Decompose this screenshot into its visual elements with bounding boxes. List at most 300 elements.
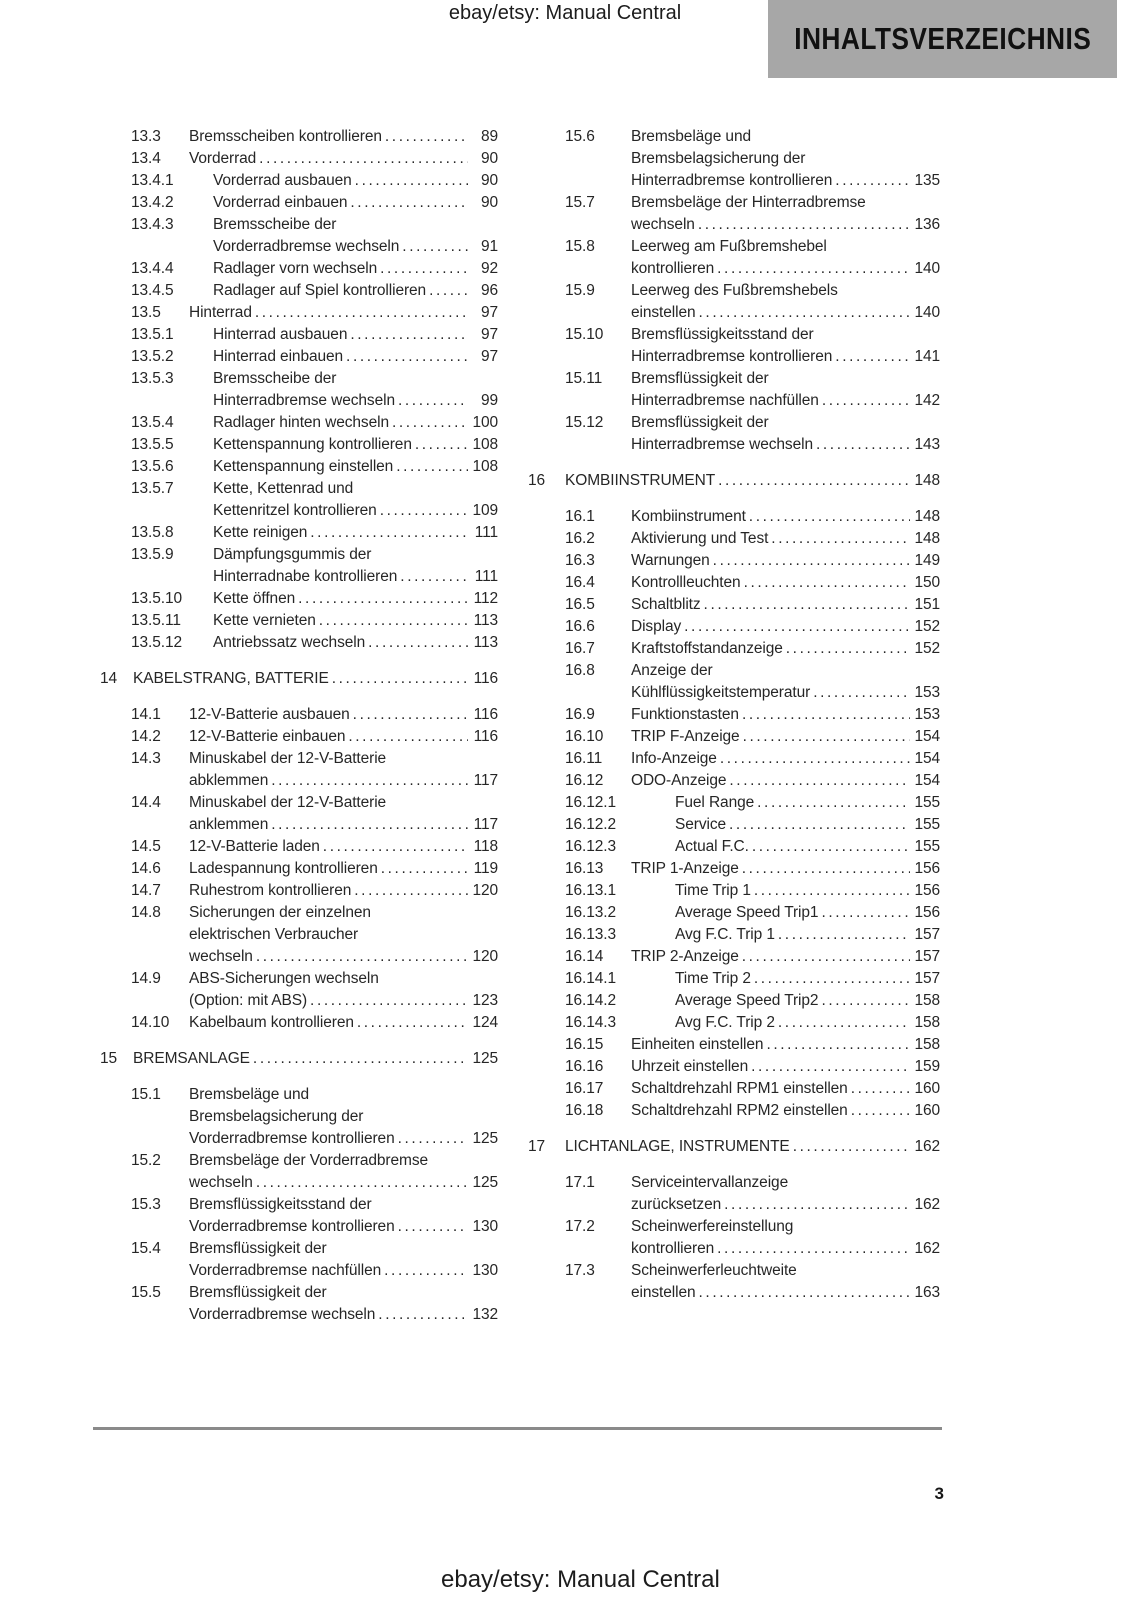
toc-leader-dots — [821, 990, 910, 1012]
toc-entry — [100, 258, 498, 280]
toc-entry — [100, 126, 498, 148]
toc-entry-page: 159 — [914, 1058, 940, 1075]
toc-entry-page: 141 — [914, 348, 940, 365]
toc-entry — [528, 528, 940, 550]
toc-entry-page: 160 — [914, 1102, 940, 1119]
toc-entry-number: 15.2 — [131, 1152, 161, 1169]
toc-entry-lastline — [631, 550, 940, 572]
toc-entry-title: wechseln — [189, 1174, 253, 1191]
toc-entry-body — [213, 610, 498, 632]
toc-leader-dots — [310, 522, 468, 544]
toc-entry-title: Vorderradbremse wechseln — [213, 238, 400, 255]
toc-entry-number: 15.10 — [565, 326, 604, 343]
toc-entry — [100, 368, 498, 412]
toc-leader-dots — [713, 550, 910, 572]
toc-entry-lastline — [631, 506, 940, 528]
toc-entry-lastline — [189, 1260, 498, 1282]
toc-entry-body — [631, 1056, 940, 1078]
toc-entry-number: 13.5.5 — [131, 436, 174, 453]
toc-entry-title: Average Speed Trip2 — [675, 992, 819, 1009]
toc-entry-body — [213, 258, 498, 280]
toc-entry-body — [189, 1194, 498, 1238]
toc-entry — [528, 368, 940, 412]
toc-entry-title: Schaltdrehzahl RPM2 einstellen — [631, 1102, 848, 1119]
toc-entry-page: 113 — [473, 634, 498, 651]
toc-leader-dots — [771, 528, 910, 550]
toc-entry-page: 163 — [914, 1284, 940, 1301]
toc-entry-lastline — [565, 470, 940, 492]
toc-entry-lastline — [675, 990, 940, 1012]
toc-entry-title: Time Trip 1 — [675, 882, 751, 899]
toc-entry-number: 13.4 — [131, 150, 161, 167]
toc-leader-dots — [323, 836, 468, 858]
toc-entry-page: 130 — [472, 1262, 498, 1279]
toc-entry — [528, 946, 940, 968]
toc-entry-body — [675, 814, 940, 836]
toc-entry — [100, 280, 498, 302]
toc-entry-number: 15.6 — [565, 128, 595, 145]
toc-leader-dots — [354, 880, 468, 902]
toc-entry-title-line: Sicherungen der einzelnen — [189, 904, 371, 921]
toc-entry-body — [213, 588, 498, 610]
toc-entry-title: einstellen — [631, 1284, 696, 1301]
toc-entry-lastline — [189, 858, 498, 880]
toc-entry-number: 13.5.10 — [131, 590, 183, 607]
toc-entry-body — [213, 434, 498, 456]
toc-entry-lastline — [631, 770, 940, 792]
toc-entry-body — [213, 170, 498, 192]
toc-entry-number: 15.12 — [565, 414, 604, 431]
toc-entry-title-line: Bremsflüssigkeit der — [189, 1284, 327, 1301]
toc-entry — [528, 506, 940, 528]
toc-entry-title: Ruhestrom kontrollieren — [189, 882, 352, 899]
toc-entry — [528, 594, 940, 616]
toc-entry-lastline — [675, 924, 940, 946]
toc-entry-title-line: Bremsbeläge und — [189, 1086, 309, 1103]
toc-entry-title: Hinterrad ausbauen — [213, 326, 348, 343]
toc-leader-dots — [752, 836, 910, 858]
toc-entry — [100, 1150, 498, 1194]
toc-entry-lastline — [213, 412, 498, 434]
toc-entry-lastline — [631, 704, 940, 726]
toc-entry-body — [631, 1100, 940, 1122]
toc-entry-page: 143 — [914, 436, 940, 453]
toc-entry-page: 90 — [480, 172, 498, 189]
toc-entry-page: 155 — [914, 816, 940, 833]
toc-entry-page: 158 — [914, 1014, 940, 1031]
toc-entry-page: 158 — [914, 1036, 940, 1053]
toc-entry — [100, 456, 498, 478]
toc-entry-title: Service — [675, 816, 726, 833]
toc-entry-body — [213, 324, 498, 346]
toc-entry-title: TRIP F-Anzeige — [631, 728, 740, 745]
toc-entry-number: 16.17 — [565, 1080, 604, 1097]
toc-entry-title: Kettenspannung kontrollieren — [213, 436, 412, 453]
toc-entry — [528, 770, 940, 792]
toc-entry-lastline — [675, 792, 940, 814]
toc-leader-dots — [253, 1048, 468, 1070]
toc-entry-body — [189, 1238, 498, 1282]
toc-entry-lastline — [675, 902, 940, 924]
toc-leader-dots — [851, 1100, 910, 1122]
toc-entry-page: 148 — [914, 508, 940, 525]
toc-entry-page: 97 — [480, 304, 498, 321]
toc-entry-title-line: Bremsflüssigkeitsstand der — [189, 1196, 372, 1213]
toc-entry-title-line: Bremsflüssigkeit der — [631, 414, 769, 431]
toc-entry-lastline — [189, 1216, 498, 1238]
toc-entry-body — [675, 968, 940, 990]
toc-entry-number: 13.5 — [131, 304, 161, 321]
toc-entry — [100, 170, 498, 192]
toc-entry-lastline — [189, 990, 498, 1012]
toc-entry-title: TRIP 2-Anzeige — [631, 948, 739, 965]
toc-leader-dots — [699, 302, 911, 324]
toc-entry-lastline — [631, 1238, 940, 1260]
toc-entry-lastline — [189, 1304, 498, 1326]
toc-leader-dots — [729, 770, 910, 792]
toc-entry-number: 13.5.8 — [131, 524, 174, 541]
toc-entry-body — [189, 126, 498, 148]
toc-entry-number: 16.14.2 — [565, 992, 617, 1009]
toc-entry-body — [213, 478, 498, 522]
toc-entry-title: Kettenritzel kontrollieren — [213, 502, 377, 519]
toc-entry-body — [213, 346, 498, 368]
toc-entry-lastline — [631, 214, 940, 236]
toc-entry-lastline — [631, 1194, 940, 1216]
toc-leader-dots — [742, 704, 910, 726]
contents-banner — [768, 0, 1117, 78]
toc-entry-lastline — [631, 594, 940, 616]
toc-entry-title: Kabelbaum kontrollieren — [189, 1014, 354, 1031]
toc-entry — [528, 236, 940, 280]
toc-entry-body — [631, 126, 940, 192]
toc-entry — [100, 668, 498, 690]
toc-leader-dots — [822, 390, 910, 412]
toc-leader-dots — [835, 170, 910, 192]
toc-entry-number: 16.12.1 — [565, 794, 617, 811]
toc-entry-title: Antriebssatz wechseln — [213, 634, 366, 651]
toc-entry-lastline — [675, 836, 940, 858]
toc-entry-lastline — [675, 880, 940, 902]
toc-entry — [528, 924, 940, 946]
toc-entry-lastline — [631, 572, 940, 594]
toc-entry-title: Kühlflüssigkeitstemperatur — [631, 684, 811, 701]
toc-entry-body — [631, 1260, 940, 1304]
toc-entry-body — [213, 522, 498, 544]
toc-entry-title: Schaltblitz — [631, 596, 701, 613]
toc-entry-number: 15.11 — [565, 370, 603, 387]
toc-entry-body — [675, 1012, 940, 1034]
toc-entry-body — [213, 544, 498, 588]
toc-entry-number: 16.9 — [565, 706, 595, 723]
toc-entry-title: KOMBIINSTRUMENT — [565, 472, 716, 489]
toc-entry-title: LICHTANLAGE, INSTRUMENTE — [565, 1138, 790, 1155]
toc-entry-lastline — [189, 770, 498, 792]
toc-leader-dots — [724, 1194, 910, 1216]
toc-entry — [528, 1034, 940, 1056]
toc-entry-title: Kette vernieten — [213, 612, 316, 629]
toc-leader-dots — [385, 126, 468, 148]
toc-entry-body — [675, 792, 940, 814]
toc-entry — [528, 1216, 940, 1260]
toc-entry-number: 14.2 — [131, 728, 161, 745]
toc-entry-number: 16.13.3 — [565, 926, 617, 943]
toc-entry-title: Radlager vorn wechseln — [213, 260, 378, 277]
toc-entry — [100, 632, 498, 654]
toc-entry-page: 158 — [914, 992, 940, 1009]
toc-entry — [100, 214, 498, 258]
toc-entry-number: 16.11 — [565, 750, 603, 767]
toc-entry-page: 130 — [472, 1218, 498, 1235]
toc-entry-title: 12-V-Batterie ausbauen — [189, 706, 350, 723]
toc-entry-number: 14.10 — [131, 1014, 170, 1031]
toc-entry — [528, 814, 940, 836]
toc-entry-lastline — [213, 500, 498, 522]
toc-entry-lastline — [189, 704, 498, 726]
toc-entry-number: 13.4.1 — [131, 172, 174, 189]
toc-entry-number: 14.6 — [131, 860, 161, 877]
toc-entry-page: 109 — [472, 502, 498, 519]
toc-entry-body — [631, 1078, 940, 1100]
toc-column-right — [528, 126, 940, 1304]
toc-entry-page: 108 — [472, 458, 498, 475]
toc-entry-title: kontrollieren — [631, 1240, 715, 1257]
toc-leader-dots — [816, 434, 910, 456]
toc-entry-title: 12-V-Batterie einbauen — [189, 728, 346, 745]
toc-entry — [528, 858, 940, 880]
toc-entry — [528, 1100, 940, 1122]
toc-entry-number: 14.9 — [131, 970, 161, 987]
toc-entry-lastline — [631, 258, 940, 280]
toc-entry — [100, 726, 498, 748]
toc-entry — [100, 1238, 498, 1282]
contents-banner-title: INHALTSVERZEICHNIS — [793, 21, 1092, 56]
toc-entry-page: 162 — [914, 1240, 940, 1257]
toc-entry-lastline — [133, 668, 498, 690]
toc-entry — [528, 660, 940, 704]
toc-entry — [528, 1172, 940, 1216]
toc-entry — [100, 858, 498, 880]
toc-entry-page: 157 — [914, 948, 940, 965]
toc-leader-dots — [813, 682, 910, 704]
toc-entry-page: 156 — [914, 882, 940, 899]
toc-entry-lastline — [213, 258, 498, 280]
toc-entry — [528, 412, 940, 456]
toc-entry-body — [189, 792, 498, 836]
toc-entry-title-line: Bremsscheibe der — [213, 216, 337, 233]
toc-leader-dots — [256, 946, 468, 968]
toc-entry-body — [631, 594, 940, 616]
toc-entry-body — [133, 668, 498, 690]
toc-entry-lastline — [631, 858, 940, 880]
toc-entry-body — [631, 638, 940, 660]
toc-entry-number: 13.5.4 — [131, 414, 174, 431]
toc-leader-dots — [353, 704, 468, 726]
toc-entry-body — [189, 880, 498, 902]
toc-leader-dots — [742, 946, 910, 968]
toc-entry-title: wechseln — [189, 948, 253, 965]
toc-entry-lastline — [631, 390, 940, 412]
toc-entry-lastline — [213, 192, 498, 214]
toc-leader-dots — [332, 668, 468, 690]
toc-entry — [528, 1056, 940, 1078]
toc-entry-body — [189, 836, 498, 858]
toc-entry-title: Actual F.C. — [675, 838, 749, 855]
toc-entry-page: 90 — [480, 194, 498, 211]
toc-entry — [100, 1084, 498, 1150]
toc-entry-title: einstellen — [631, 304, 696, 321]
toc-entry-title-line: ABS-Sicherungen wechseln — [189, 970, 379, 987]
toc-entry-title: Vorderrad — [189, 150, 257, 167]
toc-entry-title: Kette öffnen — [213, 590, 296, 607]
toc-entry-page: 162 — [914, 1196, 940, 1213]
toc-entry-title-line: Bremsbelagsicherung der — [189, 1108, 364, 1125]
toc-entry-number: 16.14.3 — [565, 1014, 617, 1031]
toc-entry-page: 140 — [914, 304, 940, 321]
toc-entry-lastline — [189, 126, 498, 148]
toc-entry-page: 124 — [472, 1014, 498, 1031]
toc-entry-title: 12-V-Batterie laden — [189, 838, 320, 855]
toc-entry-body — [631, 550, 940, 572]
toc-entry-lastline — [631, 1056, 940, 1078]
toc-entry-number: 16.13.1 — [565, 882, 617, 899]
toc-entry-number: 16.2 — [565, 530, 595, 547]
toc-leader-dots — [398, 1216, 468, 1238]
toc-entry-number: 15.3 — [131, 1196, 161, 1213]
toc-entry — [528, 638, 940, 660]
toc-entry — [528, 990, 940, 1012]
toc-entry — [100, 324, 498, 346]
toc-leader-dots — [310, 990, 468, 1012]
toc-entry-number: 16.18 — [565, 1102, 604, 1119]
toc-leader-dots — [835, 346, 910, 368]
toc-leader-dots — [398, 1128, 468, 1150]
toc-entry-page: 96 — [480, 282, 498, 299]
toc-entry-lastline — [675, 1012, 940, 1034]
toc-entry-page: 149 — [914, 552, 940, 569]
toc-leader-dots — [698, 214, 910, 236]
toc-entry-number: 16.16 — [565, 1058, 604, 1075]
toc-entry — [100, 704, 498, 726]
toc-entry-title: zurücksetzen — [631, 1196, 722, 1213]
toc-entry — [100, 1012, 498, 1034]
toc-entry-title: Kombiinstrument — [631, 508, 746, 525]
toc-leader-dots — [704, 594, 910, 616]
toc-entry-lastline — [213, 588, 498, 610]
toc-entry-lastline — [213, 522, 498, 544]
toc-entry-page: 151 — [914, 596, 940, 613]
toc-entry-page: 119 — [473, 860, 498, 877]
toc-entry-number: 15.4 — [131, 1240, 161, 1257]
toc-entry-body — [565, 1136, 940, 1158]
toc-entry-number: 13.4.3 — [131, 216, 174, 233]
toc-leader-dots — [259, 148, 468, 170]
toc-entry-body — [189, 148, 498, 170]
toc-leader-dots — [350, 192, 468, 214]
toc-entry-title-line: elektrischen Verbraucher — [189, 926, 359, 943]
toc-entry-page: 153 — [914, 706, 940, 723]
toc-leader-dots — [415, 434, 468, 456]
toc-entry — [528, 1136, 940, 1158]
toc-entry — [100, 148, 498, 170]
toc-entry-lastline — [189, 1128, 498, 1150]
toc-entry-lastline — [631, 726, 940, 748]
toc-entry-title: Warnungen — [631, 552, 710, 569]
toc-entry-title-line: Leerweg des Fußbremshebels — [631, 282, 838, 299]
toc-entry-page: 154 — [914, 750, 940, 767]
toc-entry-body — [133, 1048, 498, 1070]
toc-leader-dots — [749, 506, 910, 528]
toc-entry-title-line: Bremsflüssigkeitsstand der — [631, 326, 814, 343]
toc-entry-page: 153 — [914, 684, 940, 701]
toc-entry-title: Vorderradbremse kontrollieren — [189, 1130, 395, 1147]
toc-entry-body — [631, 660, 940, 704]
toc-entry-number: 16.3 — [565, 552, 595, 569]
toc-entry-page: 154 — [914, 728, 940, 745]
toc-entry-number: 16.5 — [565, 596, 595, 613]
toc-leader-dots — [384, 1260, 468, 1282]
toc-entry-title: Schaltdrehzahl RPM1 einstellen — [631, 1080, 848, 1097]
toc-entry-title: Hinterradbremse kontrollieren — [631, 348, 833, 365]
toc-entry-title: Hinterradnabe kontrollieren — [213, 568, 398, 585]
toc-entry-title: ODO-Anzeige — [631, 772, 727, 789]
toc-leader-dots — [751, 1056, 910, 1078]
toc-entry-lastline — [189, 726, 498, 748]
toc-entry-lastline — [213, 280, 498, 302]
toc-entry-page: 155 — [914, 794, 940, 811]
toc-entry-title-line: Bremsbeläge und — [631, 128, 751, 145]
toc-entry-title-line: Serviceintervallanzeige — [631, 1174, 789, 1191]
toc-entry-lastline — [631, 946, 940, 968]
toc-entry-number: 17.1 — [565, 1174, 595, 1191]
toc-entry-title: Ladespannung kontrollieren — [189, 860, 378, 877]
toc-entry — [528, 968, 940, 990]
toc-leader-dots — [255, 302, 468, 324]
toc-entry-page: 136 — [914, 216, 940, 233]
toc-entry — [528, 704, 940, 726]
toc-entry-title: (Option: mit ABS) — [189, 992, 308, 1009]
toc-leader-dots — [402, 236, 468, 258]
toc-entry-number: 13.3 — [131, 128, 161, 145]
toc-entry-page: 152 — [914, 618, 940, 635]
toc-entry-page: 125 — [472, 1050, 498, 1067]
toc-entry-body — [213, 412, 498, 434]
toc-entry — [100, 302, 498, 324]
toc-entry-page: 148 — [914, 530, 940, 547]
toc-entry — [528, 836, 940, 858]
toc-entry-body — [213, 280, 498, 302]
toc-entry-lastline — [189, 814, 498, 836]
toc-entry-page: 89 — [480, 128, 498, 145]
toc-entry-title: Info-Anzeige — [631, 750, 717, 767]
toc-entry-lastline — [631, 638, 940, 660]
toc-entry-title-line: Leerweg am Fußbremshebel — [631, 238, 827, 255]
toc-entry-title: Vorderrad einbauen — [213, 194, 348, 211]
toc-entry — [528, 1260, 940, 1304]
toc-entry-title-line: Bremsbeläge der Vorderradbremse — [189, 1152, 428, 1169]
toc-entry-lastline — [189, 302, 498, 324]
toc-entry-number: 16.14.1 — [565, 970, 617, 987]
toc-entry-body — [189, 1282, 498, 1326]
toc-entry-lastline — [189, 1012, 498, 1034]
toc-leader-dots — [381, 858, 468, 880]
toc-entry-title: Display — [631, 618, 682, 635]
toc-entry-body — [631, 506, 940, 528]
toc-entry-number: 17.3 — [565, 1262, 595, 1279]
toc-entry — [528, 616, 940, 638]
toc-entry-number: 14.3 — [131, 750, 161, 767]
toc-entry-body — [631, 236, 940, 280]
